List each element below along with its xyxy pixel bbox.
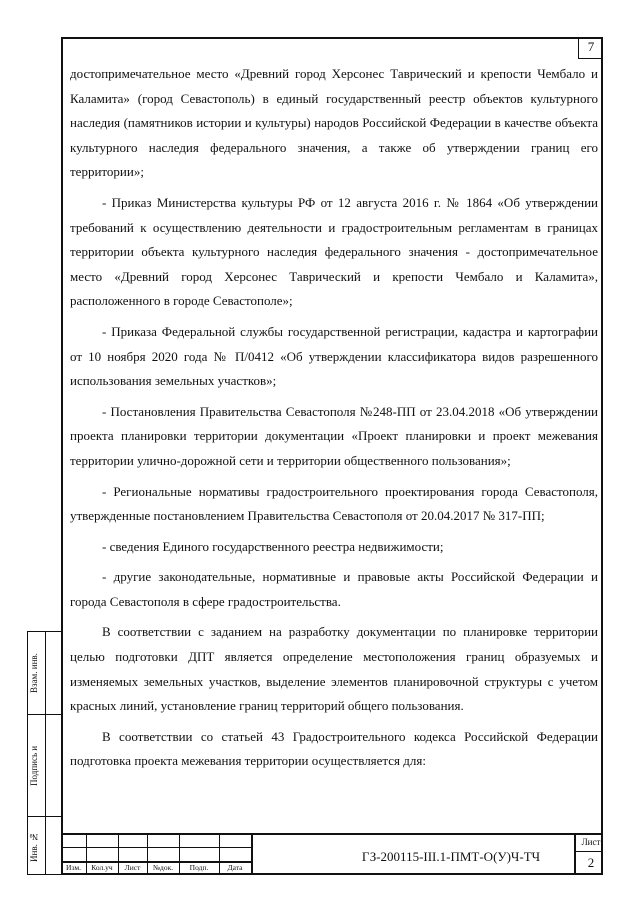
paragraph: - сведения Единого государственного реестра недвижимости;	[102, 538, 444, 554]
paragraph: В соответствии со статьей 43 Градостроительного кодекса Российской Федерации подготовка проекта межевания территории осуществляется для:	[70, 728, 598, 769]
paragraph: - Региональные нормативы градостроительного проектирования города Севастополя, утвержденные постановлением Правительства Севастополя от 20.04.2017 № 317-ПП;	[70, 483, 598, 524]
title-block-col-label: Изм.	[66, 863, 81, 872]
stamp-label-signature: Подпись и	[29, 745, 39, 787]
title-block-col-label: Дата	[227, 863, 243, 872]
stamp-divider	[45, 632, 46, 874]
document-code: ГЗ-200115-III.1-ПМТ-О(У)Ч-ТЧ	[361, 849, 541, 864]
stamp-divider	[28, 714, 62, 715]
stamp-divider	[28, 816, 62, 817]
title-block-col-label: Подп.	[189, 863, 209, 872]
left-margin-stamp	[27, 631, 63, 875]
sheet-number: 2	[587, 855, 595, 870]
paragraph: - Приказ Министерства культуры РФ от 12 августа 2016 г. № 1864 «Об утверждении требований к осуществлению деятельности и градостроительным регламентам в границах территории объекта культурного наследия федерального значения - достопримечательное место «Древний город Херсонес Таврический и крепости Чембало и Каламита», расположенного в городе Севастополе»;	[70, 194, 598, 309]
title-block	[61, 833, 603, 875]
paragraph: достопримечательное место «Древний город Херсонес Таврический и крепости Чембало и Каламита» (город Севастополь) в единый государственный реестр объектов культурного наследия (памятников истории и культуры) народов Российской Федерации в качестве объекта культурного наследия федерального значения, а также об утверждении границ его территории»;	[70, 66, 598, 180]
title-block-col-label: №док.	[152, 863, 174, 872]
paragraph: - Постановления Правительства Севастополя №248-ПП от 23.04.2018 «Об утверждении проекта планировки территории документации «Проект планировки и проект межевания территории улично-дорожной сети и территории общественного пользования»;	[70, 403, 598, 468]
paragraph: - Приказа Федеральной службы государственной регистрации, кадастра и картографии от 10 ноября 2020 года № П/0412 «Об утверждении классификатора видов разрешенного использования земельных участков»;	[70, 323, 598, 389]
title-block-line	[61, 847, 251, 848]
paragraph: - другие законодательные, нормативные и правовые акты Российской Федерации и города Севастополя в сфере градостроительства.	[70, 569, 598, 609]
title-block-line	[61, 833, 603, 835]
page-corner-number: 7	[578, 37, 603, 59]
title-block-line	[251, 833, 253, 875]
stamp-label-inv-number: Инв. №	[29, 831, 39, 863]
stamp-label-replacement-inv: Взам. инв.	[29, 653, 39, 693]
paragraph: В соответствии с заданием на разработку документации по планировке территории целью подготовки ДПТ является определение местоположения границ образуемых и изменяемых земельных участков, выделение элементов планировочной структуры с учетом красных линий, установление границ территорий общего пользования.	[70, 624, 598, 714]
title-block-col-label: Лист	[124, 863, 141, 872]
sheet-label: Лист	[581, 837, 601, 847]
document-body	[70, 62, 598, 774]
title-block-col-label: Кол.уч	[91, 863, 113, 872]
